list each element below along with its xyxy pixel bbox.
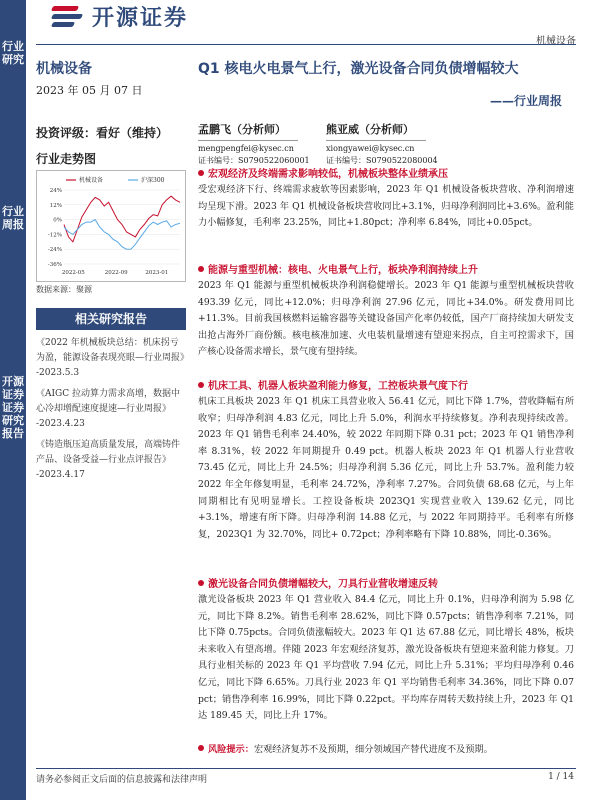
- section-machine-tools: [198, 380, 574, 543]
- x-tick-label: 2022-05: [61, 270, 85, 276]
- section-heading: 激光设备合同负债增幅较大，刀具行业营收增速反转: [198, 578, 574, 592]
- legend-label: 机械设备: [79, 177, 104, 184]
- page-number: 1 / 14: [548, 772, 574, 782]
- related-report-date: -2023.4.23: [36, 419, 85, 429]
- analyst-name: 孟鹏飞（分析师）: [198, 123, 286, 136]
- related-report-title: 《铸造瓶压迫高质量发展，高端铸件产品、设备受益—行业点评报告》: [36, 440, 181, 465]
- related-report-date: -2023.4.17: [36, 470, 85, 480]
- related-report-item[interactable]: [36, 387, 186, 432]
- analyst-cert: 证书编号：S0790522080004: [326, 156, 438, 165]
- report-title: Q1 核电火电景气上行，激光设备合同负债增幅较大: [198, 61, 519, 77]
- bullet-icon: [198, 580, 204, 586]
- related-reports-list: [36, 336, 190, 489]
- related-report-date: -2023.5.3: [36, 368, 80, 378]
- series-line: [64, 196, 180, 242]
- sidebar-top-label: 行业研究: [2, 40, 24, 66]
- section-body: 机床工具板块 2023 年 Q1 机床工具营业收入 56.41 亿元，同比下降 1.7%，营收降幅有所收窄；归母净利润 4.83 亿元，同比上升 5.0%，利润水平持续修复。净利表现持续改善。2023 年 Q1 销售毛利率 24.40%，较 2022 年同期下降 0.31 pct；2023 年 Q1 销售净利率 8.31%，较 2022 年同期提升 0.49 pct。机器人板块 2023 年 Q1 机器人行业营收 73.45 亿元，同比上升 24.5%；归母净利润 5.36 亿元，同比上升 53.7%。盈利能力较 2022 年全年修复明显，毛利率 24.72%，净利率 7.27%。合同负债 68.68 亿元，与上年同期相比有见明显增长。工控设备板块 2023Q1 实现营业收入 139.62 亿元，同比+3.1%，增速有所下降。归母净利润 14.88 亿元，与 2022 年同期持平。毛利率有所修复，2023Q1 为 32.70%，同比+ 0.72pct；净利率略有下降 10.88%，同比-0.36%。: [198, 396, 574, 540]
- analyst-card: [326, 122, 496, 167]
- sidebar-bottom-label: 开源证券 证券研究报告: [2, 375, 24, 440]
- bullet-icon: [198, 266, 204, 272]
- section-heading: 机床工具、机器人板块盈利能力修复，工控板块景气度下行: [198, 380, 574, 394]
- risk-warning: 风险提示：宏观经济复苏不及预期，细分领域国产替代进度不及预期。: [198, 742, 574, 758]
- chart-x-axis: [62, 270, 168, 276]
- analyst-cert: 证书编号：S0790522060001: [198, 156, 310, 165]
- header-category: 机械设备: [536, 36, 576, 47]
- logo: [52, 2, 188, 30]
- y-tick-label: 12%: [49, 202, 62, 209]
- footer-disclaimer[interactable]: 请务必参阅正文后面的信息披露和法律声明: [36, 775, 208, 785]
- y-tick-label: -36%: [47, 262, 62, 268]
- related-report-item[interactable]: [36, 438, 186, 483]
- related-report-title: 《AIGC 拉动算力需求高增，数据中心冷却增配速度提速—行业周报》: [36, 389, 180, 414]
- header-divider: [36, 44, 576, 45]
- logo-text: 开源证券: [92, 5, 189, 31]
- section-macro: [198, 168, 574, 232]
- x-tick-label: 2023-01: [145, 270, 169, 276]
- bullet-icon: [198, 745, 204, 751]
- analyst-email[interactable]: xiongyawei@kysec.cn: [326, 144, 415, 153]
- trend-chart-title: 行业走势图: [36, 152, 97, 166]
- section-heading: 能源与重型机械：核电、火电景气上行，板块净利润持续上升: [198, 264, 574, 278]
- x-tick-label: 2022-09: [104, 270, 128, 276]
- section-heading: 宏观经济及终端需求影响较低，机械板块整体业绩承压: [198, 168, 574, 182]
- chart-y-axis: [48, 188, 180, 268]
- section-body: 受宏观经济下行、终端需求疲软等因素影响，2023 年 Q1 机械设备板块营收、净利润增速均呈现下滑。2023 年 Q1 机械设备板块营收同比+3.1%，归母净利润同比+3.6%。盈利能力小幅修复，毛利率 23.25%，同比+1.80pct；净利率 6.84%，同比+0.05pct。: [198, 184, 574, 229]
- section-body: 激光设备板块 2023 年 Q1 营业收入 84.4 亿元，同比上升 0.1%，归母净利润为 5.98 亿元，同比下降 8.2%。销售毛利率 28.62%，同比下降 0.57pcts；销售净利率 7.21%，同比下降 0.75pcts。合同负债涨幅较大。2023 年 Q1 达 67.88 亿元，同比增长 48%，板块未来收入有望高增。伴随 2023 年宏观经济复苏，激光设备板块有望迎来盈利能力修复。刀具行业相关标的 2023 年 Q1 平均营收 7.94 亿元，同比上升 5.31%；平均归母净利 0.46 亿元，同比下降 6.65%。刀具行业 2023 年 Q1 平均销售毛利率 34.36%，同比下降 0.07 pct；销售净利率 16.99%，同比下降 0.22pct。平均库存周转天数持续上升，2023 年 Q1 达 189.45 天，同比上升 17%。: [198, 594, 574, 722]
- chart-series: [64, 196, 180, 249]
- bullet-icon: [198, 170, 204, 176]
- y-tick-label: 24%: [49, 188, 62, 194]
- related-report-title: 《2022 年机械板块总结：机床拐亏为盈，能源设备表现亮眼—行业周报》: [36, 338, 190, 363]
- y-tick-label: -24%: [47, 247, 62, 254]
- report-subtitle: ——行业周报: [489, 94, 562, 108]
- chart-legend: [66, 176, 165, 184]
- trend-chart: [36, 170, 186, 282]
- section-laser: [198, 578, 574, 725]
- section-energy: [198, 264, 574, 361]
- report-date: 2023 年 05 月 07 日: [36, 84, 143, 97]
- related-report-item[interactable]: [36, 336, 190, 381]
- analyst-name: 熊亚威（分析师）: [326, 123, 414, 136]
- section-risk: [198, 742, 574, 758]
- related-reports-header: 相关研究报告: [36, 308, 186, 330]
- y-tick-label: 0%: [53, 217, 62, 224]
- section-body: 2023 年 Q1 能源与重型机械板块净利润稳健增长。2023 年 Q1 能源与重型机械板块营收 493.39 亿元，同比+12.0%；归母净利润 27.96 亿元，同比+34.0%。研发费用同比+11.3%。目前我国核燃料运输容器等关键设备国产化率仍较低，国产厂商持续加大研发支出抢占海外厂商份额。核电核准加速、火电装机量增速有望迎来拐点，自主可控需求下，国产核心设备需求增长，景气度有望持续。: [198, 280, 574, 358]
- y-tick-label: -12%: [47, 232, 62, 239]
- legend-label: 沪深300: [141, 177, 165, 184]
- investment-rating: 投资评级：看好（维持）: [36, 126, 169, 140]
- analyst-email[interactable]: mengpengfei@kysec.cn: [198, 144, 294, 153]
- footer-divider: [36, 768, 576, 769]
- sidebar-mid-label: 行业周报: [2, 205, 24, 231]
- logo-icon: [52, 4, 86, 28]
- sidebar: [0, 0, 26, 800]
- bullet-icon: [198, 382, 204, 388]
- chart-source: 数据来源：聚源: [36, 285, 92, 294]
- industry-label: 机械设备: [36, 61, 92, 77]
